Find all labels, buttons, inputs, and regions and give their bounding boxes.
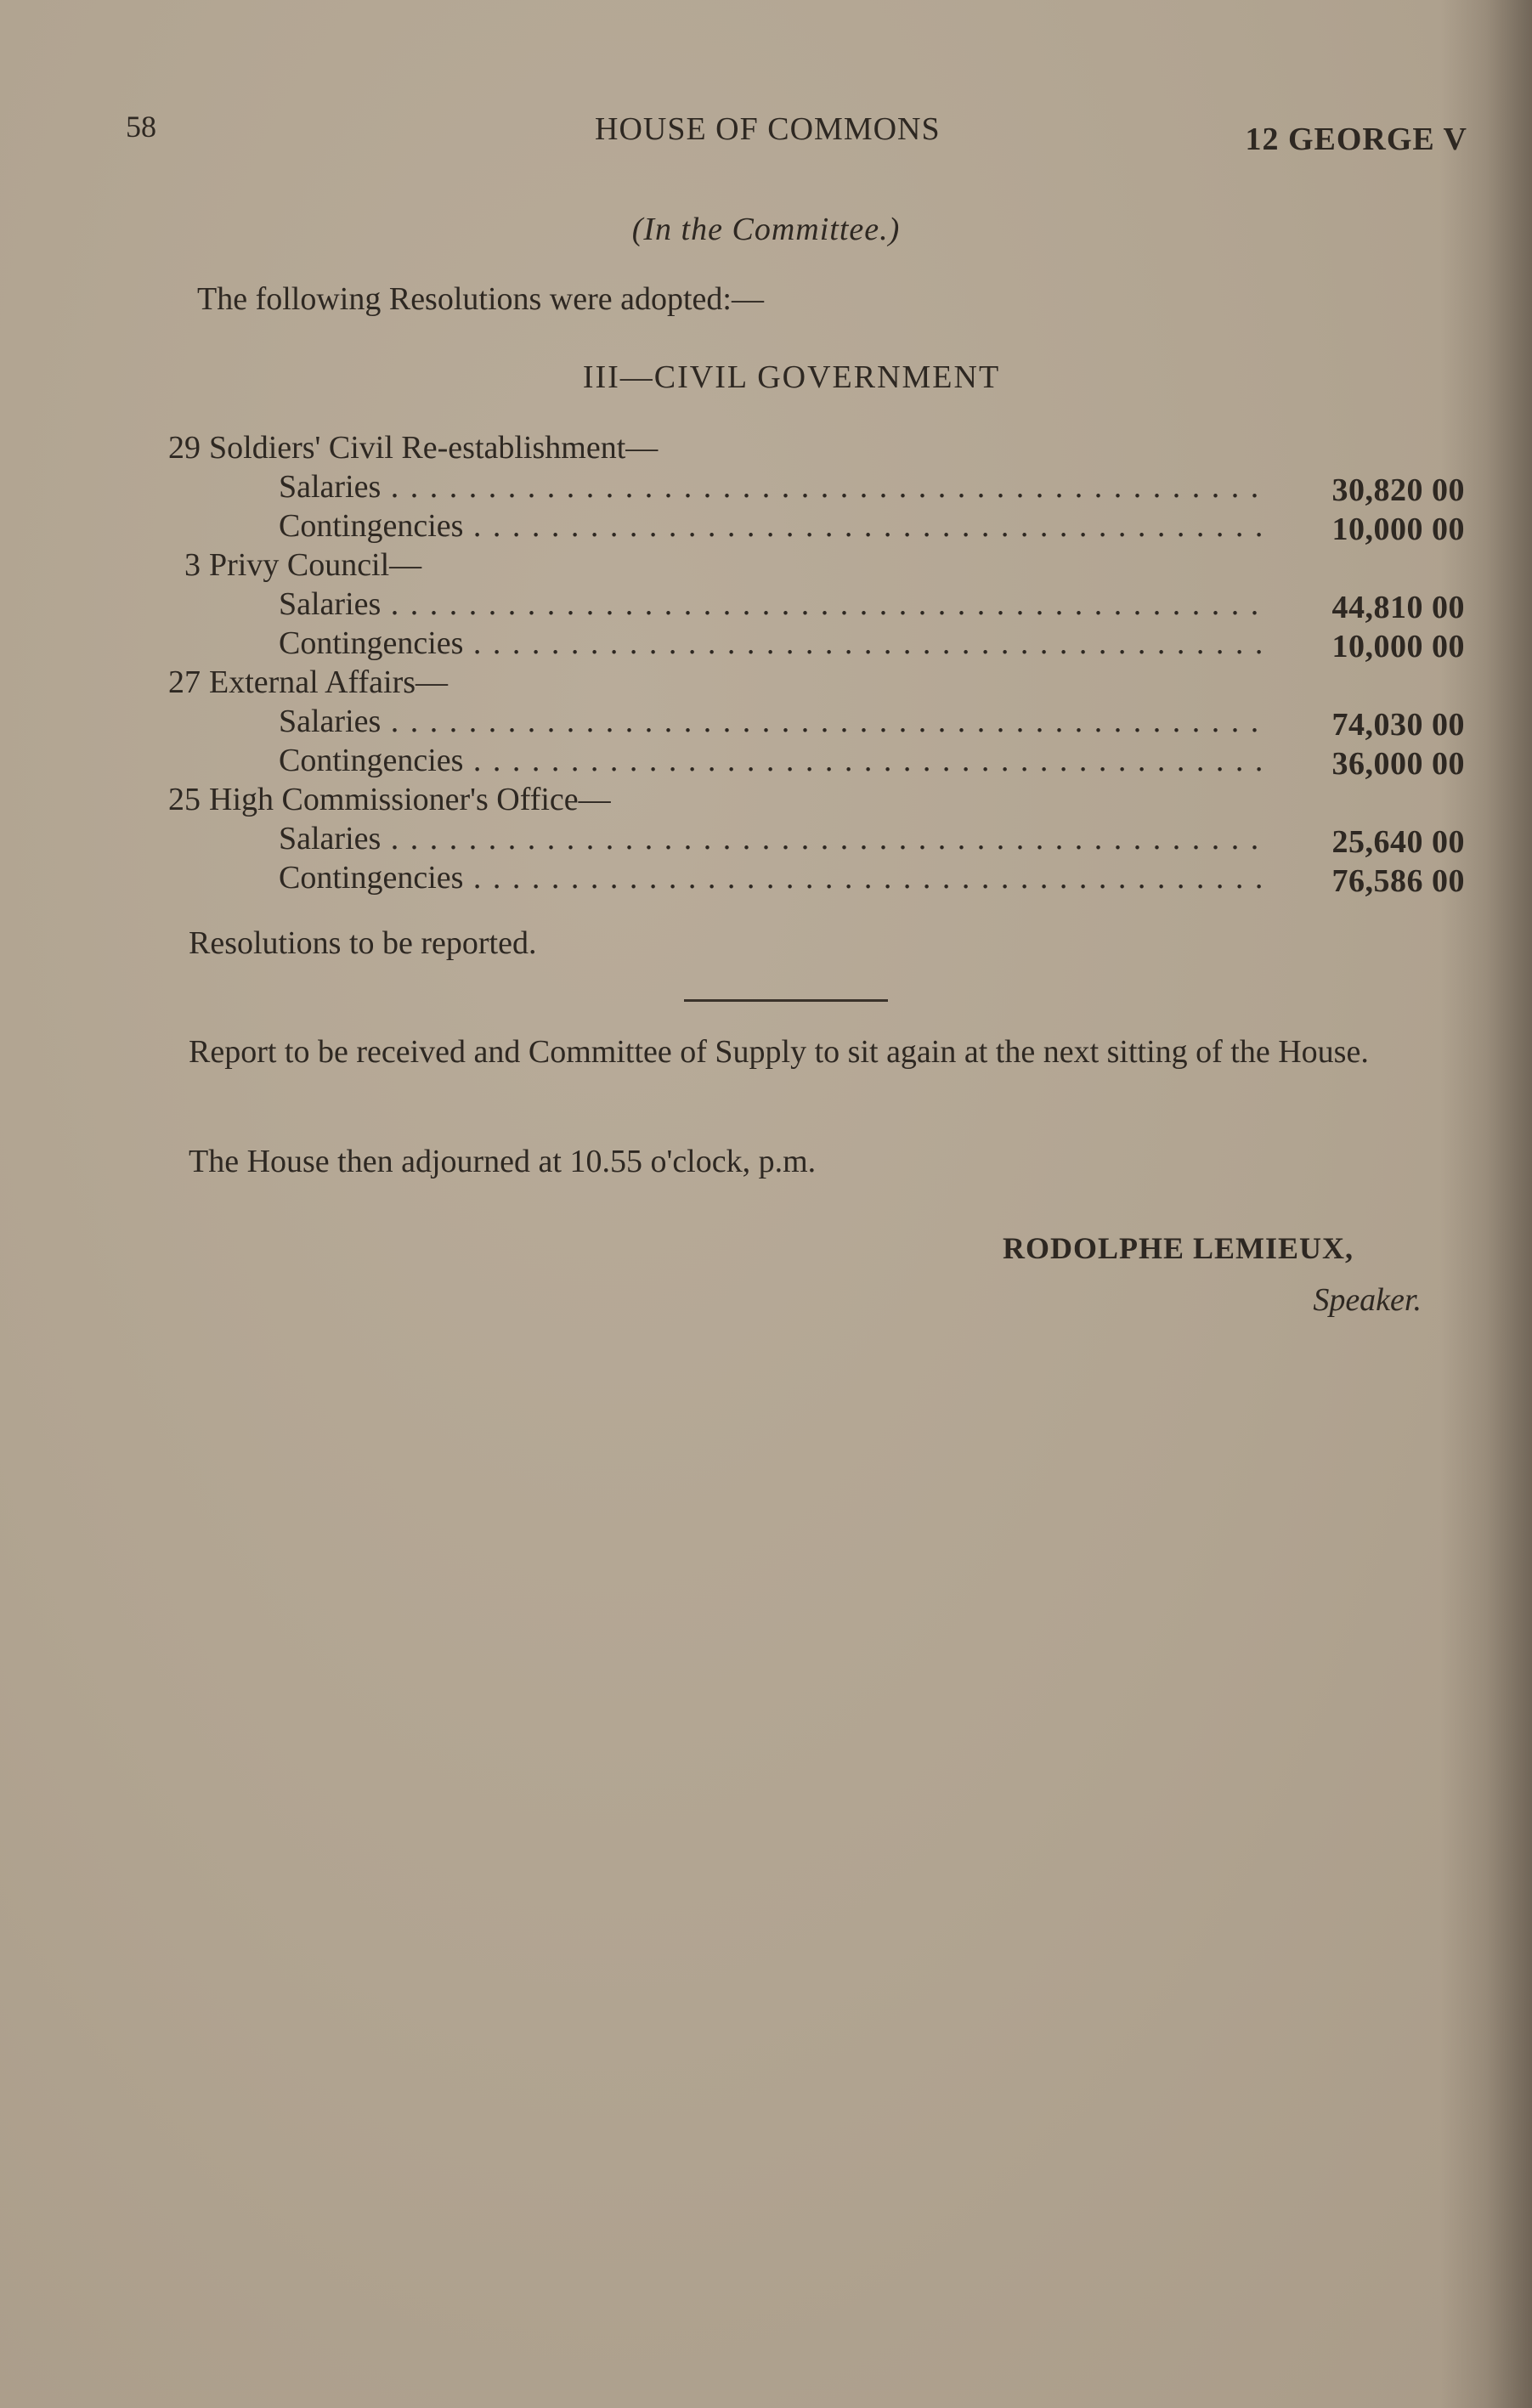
item-amount: 25,640 00 (1331, 824, 1465, 860)
vote-title: External Affairs— (209, 664, 449, 700)
vote-heading (0, 429, 1532, 468)
item-amount: 36,000 00 (1331, 746, 1465, 782)
vote-item (0, 703, 1532, 742)
signature-name: RODOLPHE LEMIEUX, (1002, 1231, 1354, 1265)
section-divider (684, 999, 888, 1002)
vote-item (0, 859, 1532, 898)
item-amount: 44,810 00 (1331, 590, 1465, 625)
item-label: Salaries . . . (279, 703, 1264, 740)
section-heading: III—CIVIL GOVERNMENT (582, 359, 1001, 395)
vote-number: 29 (168, 430, 201, 466)
vote-heading (0, 664, 1532, 703)
votes-list (0, 429, 1532, 898)
item-amount: 10,000 00 (1331, 512, 1465, 547)
item-label: Salaries . . . (279, 820, 1264, 857)
vote-number: 27 (168, 664, 201, 700)
vote-item (0, 585, 1532, 625)
vote-title: High Commissioner's Office— (209, 782, 611, 817)
vote-item (0, 468, 1532, 507)
header-session: 12 GEORGE V (1245, 122, 1467, 157)
resolutions-reported-text: Resolutions to be reported. (189, 925, 537, 961)
item-label: Contingencies . . . (279, 742, 1264, 779)
item-label: Contingencies . . . (279, 507, 1264, 545)
adjournment-text: The House then adjourned at 10.55 o'clock, p.m. (189, 1144, 817, 1179)
vote-heading (0, 546, 1532, 585)
item-label: Contingencies . . . (279, 625, 1264, 662)
vote-heading (0, 781, 1532, 820)
item-amount: 30,820 00 (1331, 472, 1465, 508)
intro-text: The following Resolutions were adopted:— (197, 281, 764, 317)
vote-item (0, 742, 1532, 781)
vote-title: Soldiers' Civil Re-establishment— (209, 430, 659, 466)
vote-item (0, 507, 1532, 546)
header-title: HOUSE OF COMMONS (595, 111, 941, 147)
running-header (0, 109, 1532, 160)
committee-note: (In the Committee.) (631, 212, 901, 247)
vote-item (0, 625, 1532, 664)
item-amount: 74,030 00 (1331, 707, 1465, 743)
item-label: Salaries . . . (279, 468, 1264, 506)
page-number: 58 (126, 110, 156, 144)
signature-title: Speaker. (1313, 1282, 1422, 1318)
vote-title: Privy Council— (209, 547, 422, 583)
vote-number: 3 (184, 547, 201, 583)
item-amount: 76,586 00 (1331, 863, 1465, 899)
report-paragraph: Report to be received and Committee of Supply to sit again at the next sitting of the House. (189, 1034, 1369, 1070)
item-amount: 10,000 00 (1331, 629, 1465, 664)
item-label: Contingencies . . . (279, 859, 1264, 896)
vote-item (0, 820, 1532, 859)
item-label: Salaries . . . (279, 585, 1264, 623)
vote-number: 25 (168, 782, 201, 817)
